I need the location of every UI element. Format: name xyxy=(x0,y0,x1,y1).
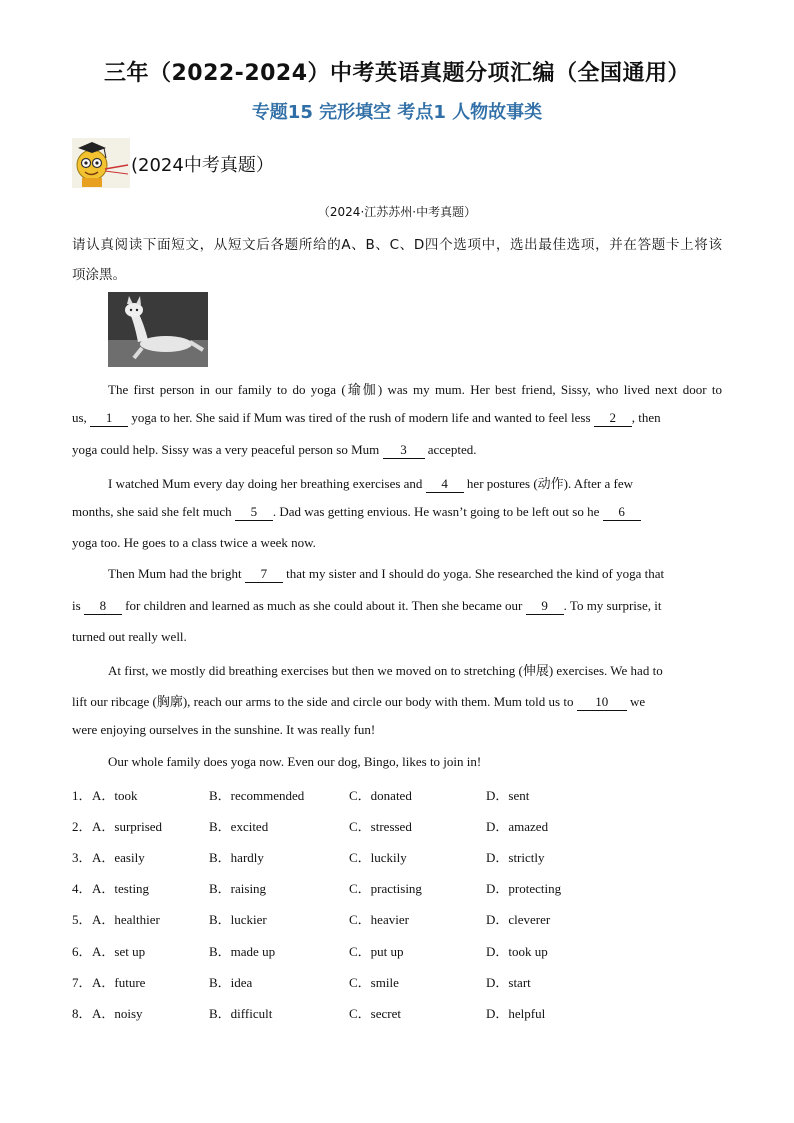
instructions-line-2: 项涂黑。 xyxy=(72,267,126,283)
option-a[interactable]: A．surprised xyxy=(92,819,163,835)
passage-line: lift our ribcage (胸廓), reach our arms to the side and circle our body with them. Mum told us to 10 we xyxy=(72,694,646,709)
option-d[interactable]: D．start xyxy=(486,974,531,990)
option-c[interactable]: C．stressed xyxy=(349,819,412,835)
blank-5: 5 xyxy=(235,504,273,521)
passage-line: turned out really well. xyxy=(72,629,187,644)
passage-line: yoga could help. Sissy was a very peaceful person so Mum 3 accepted. xyxy=(72,442,477,457)
option-a[interactable]: A．healthier xyxy=(92,912,160,928)
question-source: （2024·江苏苏州·中考真题） xyxy=(317,205,477,219)
passage-line: At first, we mostly did breathing exercises but then we moved on to stretching (伸展) exercises. We had to xyxy=(108,663,663,678)
option-a[interactable]: A．easily xyxy=(92,850,145,866)
blank-3: 3 xyxy=(383,442,425,459)
option-d[interactable]: D．amazed xyxy=(486,819,549,835)
option-b[interactable]: B．excited xyxy=(209,819,269,835)
option-d[interactable]: D．cleverer xyxy=(486,912,551,928)
passage-line: months, she said she felt much 5 . Dad was getting envious. He wasn’t going to be left out so he 6 xyxy=(72,504,722,521)
option-d[interactable]: D．took up xyxy=(486,943,548,959)
option-c[interactable]: C．practising xyxy=(349,881,422,897)
option-c[interactable]: C．heavier xyxy=(349,912,409,928)
graduate-mascot-icon xyxy=(72,138,130,188)
option-b[interactable]: B．recommended xyxy=(209,788,305,803)
question-number: 6． xyxy=(72,943,92,959)
blank-9: 9 xyxy=(526,598,564,615)
option-a[interactable]: A．set up xyxy=(92,943,146,959)
question-number: 7． xyxy=(72,974,92,990)
option-a[interactable]: A．took xyxy=(92,788,138,803)
option-c[interactable]: C．donated xyxy=(349,788,412,803)
option-a[interactable]: A．future xyxy=(92,974,146,990)
passage-line: The first person in our family to do yoga (瑜伽) was my mum. Her best friend, Sissy, who lived next door to xyxy=(108,382,722,397)
blank-4: 4 xyxy=(426,476,464,493)
blank-10: 10 xyxy=(577,694,627,711)
option-b[interactable]: B．difficult xyxy=(209,1005,273,1021)
blank-2: 2 xyxy=(594,410,632,427)
section-label: (2024中考真题） xyxy=(131,155,274,176)
blank-7: 7 xyxy=(245,566,283,583)
option-a[interactable]: A．noisy xyxy=(92,1005,143,1021)
blank-1: 1 xyxy=(90,410,128,427)
question-number: 3． xyxy=(72,850,92,866)
option-b[interactable]: B．made up xyxy=(209,943,276,959)
option-a[interactable]: A．testing xyxy=(92,881,150,897)
passage-line: I watched Mum every day doing her breathing exercises and 4 her postures (动作). After a few xyxy=(108,476,633,491)
question-number: 2． xyxy=(72,819,92,835)
option-c[interactable]: C．secret xyxy=(349,1005,401,1021)
option-d[interactable]: D．strictly xyxy=(486,850,545,866)
question-number: 1． xyxy=(72,788,92,803)
passage-line: Then Mum had the bright 7 that my sister and I should do yoga. She researched the kind of yoga that xyxy=(108,566,665,581)
option-c[interactable]: C．smile xyxy=(349,974,399,990)
option-d[interactable]: D．sent xyxy=(486,788,530,803)
passage-line: were enjoying ourselves in the sunshine. It was really fun! xyxy=(72,722,376,737)
blank-6: 6 xyxy=(603,504,641,521)
option-b[interactable]: B．hardly xyxy=(209,850,264,866)
passage-line: yoga too. He goes to a class twice a week now. xyxy=(72,535,316,550)
topic-subtitle: 专题15 完形填空 考点1 人物故事类 xyxy=(251,102,543,123)
option-b[interactable]: B．raising xyxy=(209,881,267,897)
passage-line: us, 1 yoga to her. She said if Mum was tired of the rush of modern life and wanted to feel less 2 , then xyxy=(72,410,661,425)
option-c[interactable]: C．put up xyxy=(349,943,404,959)
blank-8: 8 xyxy=(84,598,122,615)
passage-line: Our whole family does yoga now. Even our dog, Bingo, likes to join in! xyxy=(108,754,482,769)
dog-yoga-photo xyxy=(108,292,208,367)
option-b[interactable]: B．idea xyxy=(209,974,253,990)
option-b[interactable]: B．luckier xyxy=(209,912,267,928)
question-number: 8． xyxy=(72,1005,92,1021)
option-d[interactable]: D．helpful xyxy=(486,1005,546,1021)
document-title: 三年（2022-2024）中考英语真题分项汇编（全国通用） xyxy=(103,61,691,86)
option-c[interactable]: C．luckily xyxy=(349,850,407,866)
instructions-line-1: 请认真阅读下面短文，从短文后各题所给的A、B、C、D四个选项中，选出最佳选项，并在答题卡上将该 xyxy=(72,237,722,253)
option-d[interactable]: D．protecting xyxy=(486,881,562,897)
question-number: 4． xyxy=(72,881,92,897)
question-number: 5． xyxy=(72,912,92,928)
passage-line: is 8 for children and learned as much as she could about it. Then she became our 9 . To my surprise, it xyxy=(72,598,662,613)
